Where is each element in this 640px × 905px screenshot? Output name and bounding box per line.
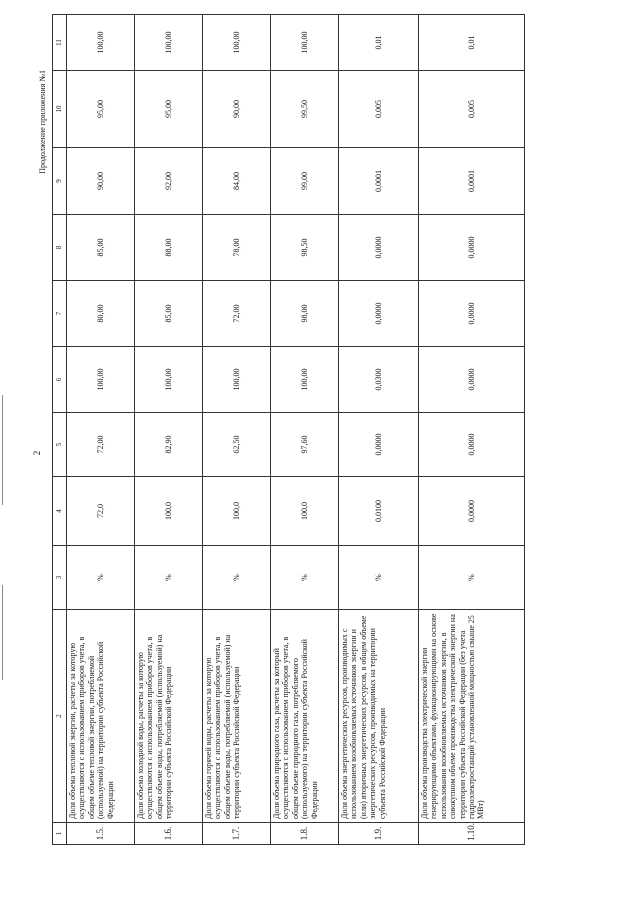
value-cell: 72,0: [67, 477, 135, 546]
value-cell: 80,00: [67, 281, 135, 347]
value-cell: 82,90: [135, 413, 203, 477]
value-cell: 92,00: [135, 148, 203, 215]
value-cell: 90,00: [203, 71, 271, 148]
value-cell: 99,00: [271, 148, 339, 215]
unit-cell: %: [271, 546, 339, 610]
value-cell: 0,0001: [419, 148, 525, 215]
value-cell: 100,0: [135, 477, 203, 546]
value-cell: 0,0000: [339, 281, 419, 347]
value-cell: 0,005: [339, 71, 419, 148]
value-cell: 90,00: [67, 148, 135, 215]
value-cell: 0,0000: [419, 477, 525, 546]
value-cell: 100,00: [271, 15, 339, 71]
unit-cell: %: [419, 546, 525, 610]
row-number: 1.8.: [271, 823, 339, 845]
value-cell: 0,005: [419, 71, 525, 148]
unit-cell: %: [339, 546, 419, 610]
value-cell: 62,50: [203, 413, 271, 477]
header-cell: 10: [53, 71, 67, 148]
header-cell: 2: [53, 610, 67, 823]
header-cell: 4: [53, 477, 67, 546]
value-cell: 0,0000: [419, 413, 525, 477]
header-cell: 7: [53, 281, 67, 347]
value-cell: 100,00: [271, 347, 339, 413]
value-cell: 100,0: [271, 477, 339, 546]
page-number: 2: [32, 450, 42, 456]
row-number: 1.7.: [203, 823, 271, 845]
value-cell: 100,00: [67, 15, 135, 71]
unit-cell: %: [67, 546, 135, 610]
row-number: 1.10.: [419, 823, 525, 845]
value-cell: 0,0001: [339, 148, 419, 215]
value-cell: 0,0000: [419, 281, 525, 347]
value-cell: 84,00: [203, 148, 271, 215]
header-cell: 8: [53, 215, 67, 281]
value-cell: 0,0000: [419, 215, 525, 281]
table-row: [271, 15, 339, 845]
value-cell: 100,0: [203, 477, 271, 546]
value-cell: 0,0300: [339, 347, 419, 413]
value-cell: 0,0000: [339, 215, 419, 281]
value-cell: 100,00: [135, 347, 203, 413]
value-cell: 0,0000: [339, 413, 419, 477]
header-row: [53, 15, 67, 845]
table-row: [67, 15, 135, 845]
value-cell: 95,00: [67, 71, 135, 148]
value-cell: 98,00: [271, 281, 339, 347]
indicator-name: Доля объема горячей воды, расчеты за которую осуществляются с использованием приборов учета, в общем объеме воды, потребляемой (используемой) на территории субъекта Российской Федерации: [203, 610, 271, 823]
value-cell: 99,50: [271, 71, 339, 148]
table-row: [203, 15, 271, 845]
header-cell: 3: [53, 546, 67, 610]
indicator-name: Доля объема энергетических ресурсов, производимых с использованием возобновляемых источников энергии и (или) вторичных энергетических ресурсов, в общем объеме энергетических ресурсов, производимых на территории субъекта Российской Федерации: [339, 610, 419, 823]
row-number: 1.9.: [339, 823, 419, 845]
value-cell: 0,0100: [339, 477, 419, 546]
header-cell: 1: [53, 823, 67, 845]
table-row: [339, 15, 419, 845]
indicator-name: Доля объема природного газа, расчеты за который осуществляются с использованием приборов учета, в общем объеме природного газа, потребляемого (используемого) на территории субъекта Российской Федерации: [271, 610, 339, 823]
value-cell: 72,00: [203, 281, 271, 347]
unit-cell: %: [135, 546, 203, 610]
value-cell: 72,00: [67, 413, 135, 477]
value-cell: 0,0000: [419, 347, 525, 413]
row-number: 1.6.: [135, 823, 203, 845]
indicator-name: Доля объема холодной воды, расчеты за которую осуществляются с использованием приборов учета, в общем объеме воды, потребляемой (используемой) на территории субъекта Российской Федерации: [135, 610, 203, 823]
value-cell: 97,60: [271, 413, 339, 477]
row-number: 1.5.: [67, 823, 135, 845]
header-cell: 9: [53, 148, 67, 215]
table-row: [135, 15, 203, 845]
value-cell: 98,50: [271, 215, 339, 281]
value-cell: 100,00: [135, 15, 203, 71]
continuation-label: Продолжение приложения №1: [38, 70, 47, 174]
table-row: [419, 15, 525, 845]
header-cell: 11: [53, 15, 67, 71]
value-cell: 100,00: [203, 15, 271, 71]
indicator-name: Доля объема производства электрической энергии генерирующими объектами, функционирующими на основе использования возобновляемых источников энергии, в совокупном объеме производства электрической энергии на территории субъекта Российской Федерации (без учета гидроэлектростанций установленной мощностью свыше 25 МВт): [419, 610, 525, 823]
value-cell: 78,00: [203, 215, 271, 281]
value-cell: 100,00: [67, 347, 135, 413]
value-cell: 85,00: [135, 281, 203, 347]
unit-cell: %: [203, 546, 271, 610]
indicators-table: [52, 14, 525, 845]
indicator-name: Доля объема тепловой энергии, расчеты за которую осуществляются с использованием приборов учета, в общем объеме тепловой энергии, потребляемой (используемой) на территории субъекта Российской Федерации: [67, 610, 135, 823]
value-cell: 100,00: [203, 347, 271, 413]
value-cell: 85,00: [67, 215, 135, 281]
value-cell: 95,00: [135, 71, 203, 148]
header-cell: 5: [53, 413, 67, 477]
value-cell: 88,00: [135, 215, 203, 281]
header-cell: 6: [53, 347, 67, 413]
value-cell: 0,01: [339, 15, 419, 71]
value-cell: 0,01: [419, 15, 525, 71]
